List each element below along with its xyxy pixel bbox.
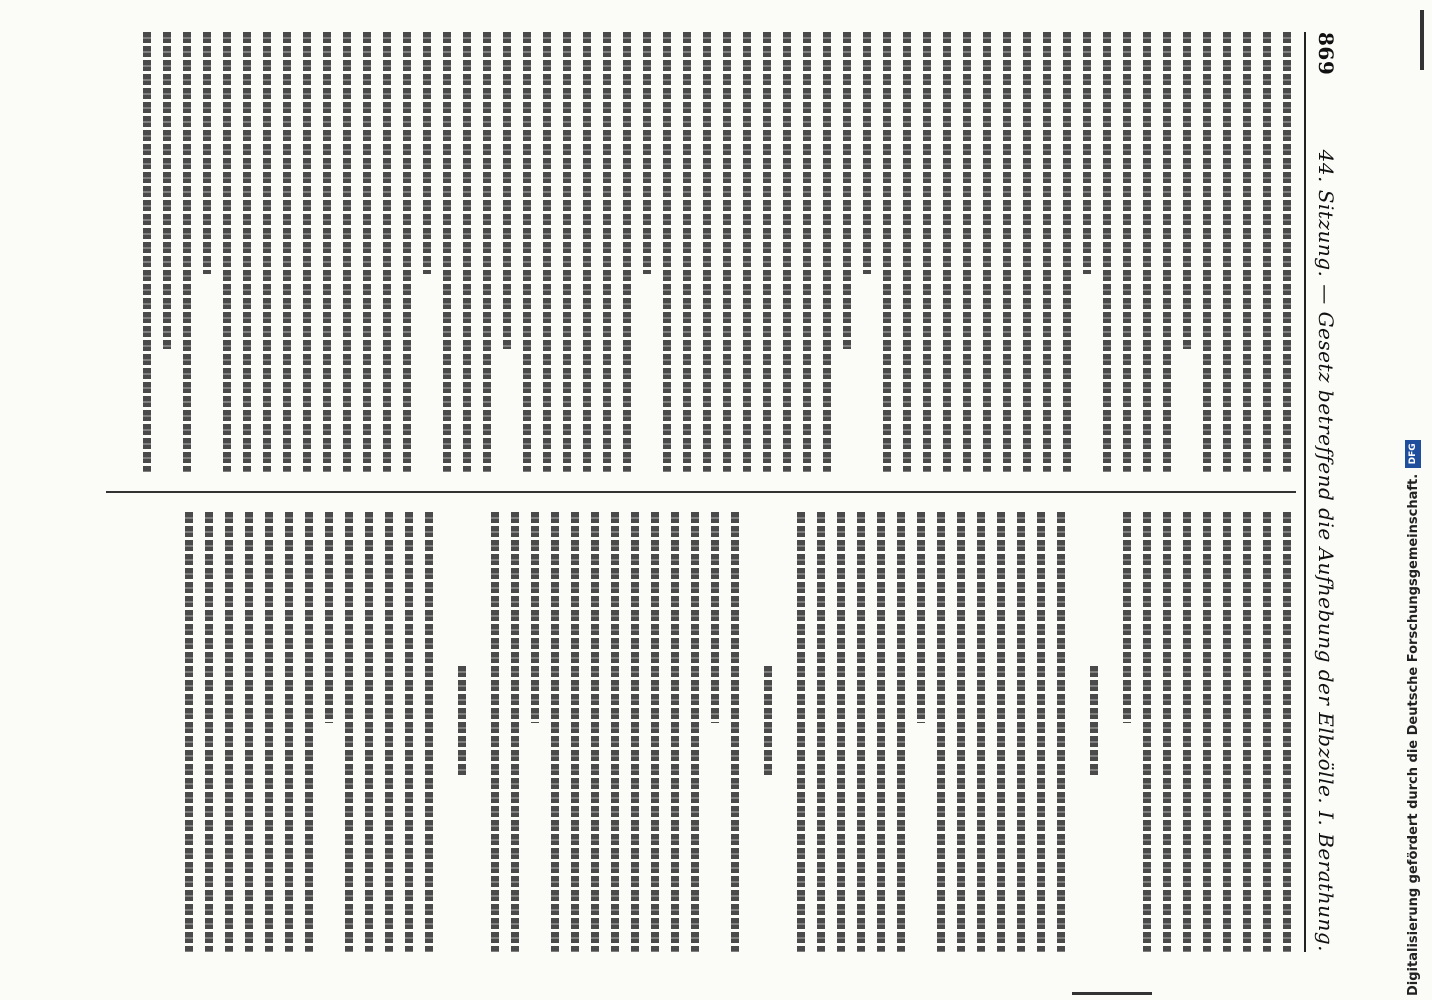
text-line-ink [1243, 32, 1251, 472]
text-line [1279, 512, 1296, 952]
text-line [1259, 32, 1276, 472]
text-line [359, 32, 376, 472]
text-line [619, 32, 636, 472]
text-line [1199, 32, 1216, 472]
footer [1400, 6, 1426, 996]
text-line-ink [763, 32, 771, 472]
text-line [181, 512, 198, 952]
footer-credit: Digitalisierung gefördert durch die Deutsche Forschungsgemeinschaft. [1405, 473, 1421, 996]
text-line-ink [1063, 32, 1071, 472]
text-line [239, 32, 256, 472]
text-line-ink [163, 32, 171, 349]
text-line [1259, 512, 1276, 952]
text-line-ink [571, 512, 579, 952]
text-line [587, 512, 604, 952]
text-line [281, 512, 298, 952]
text-line [219, 32, 236, 472]
text-line [341, 512, 358, 952]
text-line [1179, 32, 1196, 472]
text-line [221, 512, 238, 952]
text-line [179, 32, 196, 472]
text-line-ink [403, 32, 411, 472]
text-line [1013, 512, 1030, 952]
text-line [979, 32, 996, 472]
text-line [1199, 512, 1216, 952]
text-line-ink [731, 512, 739, 952]
text-line-ink [837, 512, 845, 952]
text-line-ink [591, 512, 599, 952]
text-line-ink [1203, 32, 1211, 472]
text-line [687, 512, 704, 952]
text-line [707, 512, 724, 952]
text-line [953, 512, 970, 952]
text-line-ink [711, 512, 719, 723]
text-line [474, 512, 484, 952]
text-line [1219, 512, 1236, 952]
text-line [747, 512, 757, 952]
text-line [759, 32, 776, 472]
text-line [1053, 512, 1070, 952]
text-line [1106, 512, 1116, 952]
text-line [607, 512, 624, 952]
text-line [839, 32, 856, 472]
rotated-page-body [96, 22, 1346, 962]
text-line-ink [1183, 512, 1191, 952]
text-line-ink [243, 32, 251, 472]
text-line [1159, 512, 1176, 952]
text-line [760, 512, 777, 952]
text-line [853, 512, 870, 952]
text-line [627, 512, 644, 952]
text-line-ink [937, 512, 945, 952]
text-line-ink [203, 32, 211, 274]
text-line-ink [1037, 512, 1045, 952]
text-line-ink [663, 32, 671, 472]
page-title: 44. Sitzung. — Gesetz betreffend die Aufhebung der Elbzölle. I. Berathung. [1314, 149, 1338, 952]
text-line [419, 32, 436, 472]
text-line [339, 32, 356, 472]
text-line-ink [511, 512, 519, 952]
text-line [499, 32, 516, 472]
text-line [719, 32, 736, 472]
scan-edge-mark [1420, 10, 1424, 70]
text-line-ink [185, 512, 193, 952]
text-line [507, 512, 524, 952]
text-line-ink [143, 32, 151, 472]
text-line-ink [897, 512, 905, 952]
text-line-ink [1263, 32, 1271, 472]
text-line-ink [1083, 32, 1091, 274]
text-line-ink [631, 512, 639, 952]
text-line-ink [651, 512, 659, 952]
text-line-ink [283, 32, 291, 472]
text-line [1039, 32, 1056, 472]
text-line [401, 512, 418, 952]
text-line [321, 512, 338, 952]
text-line-ink [1003, 32, 1011, 472]
text-line [1059, 32, 1076, 472]
text-line-ink [491, 512, 499, 952]
text-line-ink [1023, 32, 1031, 472]
text-line [727, 512, 744, 952]
text-line-ink [643, 32, 651, 274]
text-line-ink [1263, 512, 1271, 952]
text-line-ink [743, 32, 751, 472]
text-line-ink [817, 512, 825, 952]
text-line [519, 32, 536, 472]
text-line-ink [305, 512, 313, 952]
text-line [793, 512, 810, 952]
text-line-ink [1203, 512, 1211, 952]
text-line [933, 512, 950, 952]
text-line [1279, 32, 1296, 472]
text-line-ink [977, 512, 985, 952]
text-line-ink [957, 512, 965, 952]
text-line [939, 32, 956, 472]
text-line-ink [1123, 512, 1131, 723]
text-line [1073, 512, 1083, 952]
text-line [667, 512, 684, 952]
text-line-ink [963, 32, 971, 472]
text-line-ink [563, 32, 571, 472]
text-line-ink [303, 32, 311, 472]
text-line-ink [764, 666, 772, 776]
text-line [199, 32, 216, 472]
text-line [579, 32, 596, 472]
text-line [1159, 32, 1176, 472]
text-line [381, 512, 398, 952]
text-line [1179, 512, 1196, 952]
text-line-ink [877, 512, 885, 952]
text-line [899, 32, 916, 472]
text-line-ink [385, 512, 393, 952]
text-line-ink [671, 512, 679, 952]
text-line [679, 32, 696, 472]
text-line-ink [1143, 512, 1151, 952]
text-line-ink [383, 32, 391, 472]
text-column-right [106, 512, 1296, 952]
text-line-ink [583, 32, 591, 472]
text-line-ink [245, 512, 253, 952]
text-line-ink [543, 32, 551, 472]
text-line-ink [983, 32, 991, 472]
text-line [819, 32, 836, 472]
text-line [361, 512, 378, 952]
column-divider [106, 491, 1296, 493]
text-line-ink [423, 32, 431, 274]
text-line [859, 32, 876, 472]
text-line-ink [603, 32, 611, 472]
text-line-ink [903, 32, 911, 472]
text-line-ink [458, 666, 466, 776]
text-line [833, 512, 850, 952]
text-line-ink [405, 512, 413, 952]
text-line-ink [345, 512, 353, 952]
text-line [919, 32, 936, 472]
text-line-ink [363, 32, 371, 472]
text-line [1019, 32, 1036, 472]
text-line [139, 32, 156, 472]
text-line [1079, 32, 1096, 472]
text-line [879, 32, 896, 472]
text-line [993, 512, 1010, 952]
text-line [527, 512, 544, 952]
text-line-ink [1283, 32, 1291, 472]
text-line [699, 32, 716, 472]
text-line [1119, 32, 1136, 472]
text-line-ink [225, 512, 233, 952]
text-line-ink [723, 32, 731, 472]
text-line [1139, 32, 1156, 472]
text-line-ink [1163, 512, 1171, 952]
text-line [813, 512, 830, 952]
text-line-ink [611, 512, 619, 952]
text-line-ink [365, 512, 373, 952]
text-line-ink [343, 32, 351, 472]
text-line-ink [1223, 32, 1231, 472]
text-line-ink [265, 512, 273, 952]
text-line-ink [863, 32, 871, 274]
text-line-ink [997, 512, 1005, 952]
text-line-ink [323, 32, 331, 472]
text-line-ink [1183, 32, 1191, 349]
text-line-ink [551, 512, 559, 952]
text-line [599, 32, 616, 472]
text-line-ink [443, 32, 451, 472]
text-line [639, 32, 656, 472]
text-line-ink [425, 512, 433, 952]
text-line [780, 512, 790, 952]
text-line-ink [943, 32, 951, 472]
text-line-ink [263, 32, 271, 472]
text-line-ink [923, 32, 931, 472]
text-line-ink [623, 32, 631, 472]
text-line [567, 512, 584, 952]
text-line [301, 512, 318, 952]
text-line [261, 512, 278, 952]
text-line [421, 512, 438, 952]
text-line [647, 512, 664, 952]
text-line-ink [1243, 512, 1251, 952]
text-line [201, 512, 218, 952]
text-line [999, 32, 1016, 472]
text-line-ink [703, 32, 711, 472]
page-header [1304, 32, 1346, 952]
text-line [279, 32, 296, 472]
text-line [439, 32, 456, 472]
text-line [659, 32, 676, 472]
text-line [259, 32, 276, 472]
text-line [559, 32, 576, 472]
text-line [913, 512, 930, 952]
text-line [1086, 512, 1103, 952]
text-line [779, 32, 796, 472]
text-line [441, 512, 451, 952]
text-line [487, 512, 504, 952]
text-line-ink [1223, 512, 1231, 952]
text-line [159, 32, 176, 472]
text-line-ink [683, 32, 691, 472]
text-line-ink [1123, 32, 1131, 472]
text-line [1033, 512, 1050, 952]
text-line-ink [183, 32, 191, 472]
text-line [973, 512, 990, 952]
text-line-ink [1103, 32, 1111, 472]
text-line-ink [1057, 512, 1065, 952]
text-line [399, 32, 416, 472]
text-line [379, 32, 396, 472]
text-line-ink [531, 512, 539, 723]
text-line-ink [783, 32, 791, 472]
text-line [873, 512, 890, 952]
page-number: 869 [1314, 32, 1338, 76]
text-line-ink [503, 32, 511, 349]
text-line-ink [1017, 512, 1025, 952]
text-line-ink [1283, 512, 1291, 952]
text-line [799, 32, 816, 472]
text-line-ink [325, 512, 333, 723]
text-line-ink [857, 512, 865, 952]
text-line [1219, 32, 1236, 472]
text-line-ink [205, 512, 213, 952]
text-line [739, 32, 756, 472]
text-column-left [106, 32, 1296, 472]
text-line [319, 32, 336, 472]
text-line [1119, 512, 1136, 952]
text-line-ink [1090, 666, 1098, 776]
text-line [1099, 32, 1116, 472]
text-line-ink [523, 32, 531, 472]
text-line [1239, 32, 1256, 472]
text-line-ink [483, 32, 491, 472]
dfg-logo-icon: DFG [1405, 440, 1421, 468]
scan-edge-mark [1072, 992, 1152, 995]
text-line [539, 32, 556, 472]
text-line [959, 32, 976, 472]
text-line-ink [823, 32, 831, 472]
text-line-ink [883, 32, 891, 472]
text-line [241, 512, 258, 952]
text-line-ink [223, 32, 231, 472]
text-line-ink [843, 32, 851, 349]
text-line [454, 512, 471, 952]
text-line [479, 32, 496, 472]
text-line [299, 32, 316, 472]
text-line-ink [803, 32, 811, 472]
text-line [547, 512, 564, 952]
text-line-ink [1143, 32, 1151, 472]
text-line-ink [285, 512, 293, 952]
text-line-ink [917, 512, 925, 723]
text-line [1139, 512, 1156, 952]
text-line-ink [1163, 32, 1171, 472]
text-line-ink [691, 512, 699, 952]
text-line-ink [1043, 32, 1051, 472]
text-line [459, 32, 476, 472]
text-line [1239, 512, 1256, 952]
text-line [893, 512, 910, 952]
text-line-ink [463, 32, 471, 472]
text-line-ink [797, 512, 805, 952]
